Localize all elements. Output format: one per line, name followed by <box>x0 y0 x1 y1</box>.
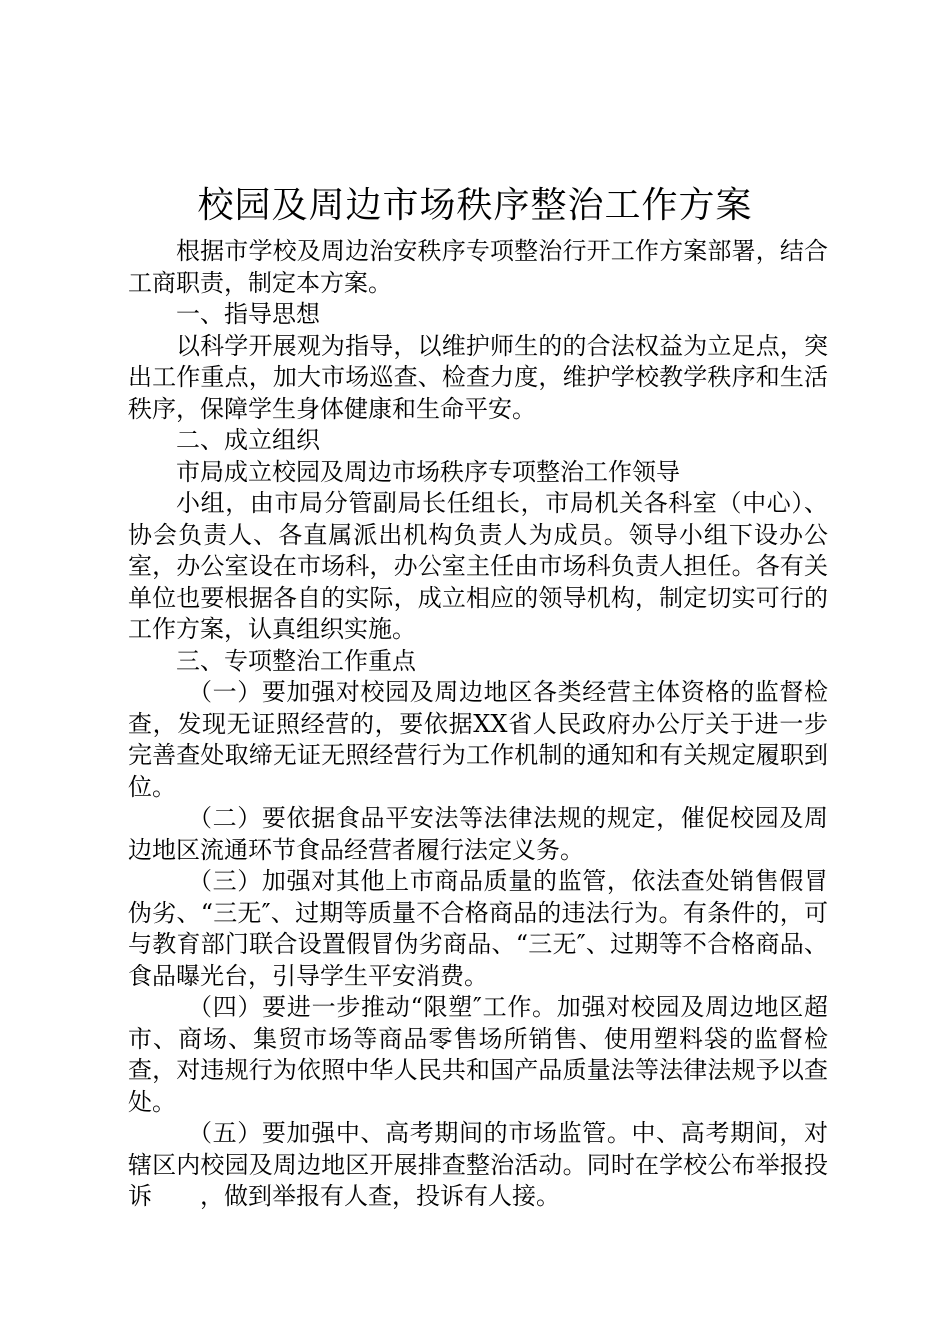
section-heading-key-tasks: 三、专项整治工作重点 <box>176 646 416 675</box>
paragraph-organization-lead: 市局成立校园及周边市场秩序专项整治工作领导 <box>176 457 680 486</box>
paragraph-task-4: （四）要进一步推动“限塑″工作。加强对校园及周边地区超市、商场、集贸市场等商品零售场所销售、使用塑料袋的监督检查，对违规行为依照中华人民共和国产品质量法等法律法规予以查处。 <box>128 993 828 1116</box>
paragraph-task-2: （二）要依据食品平安法等法律法规的规定，催促校园及周边地区流通环节食品经营者履行法定义务。 <box>128 804 828 864</box>
paragraph-task-1: （一）要加强对校园及周边地区各类经营主体资格的监督检查，发现无证照经营的，要依据XX省人民政府办公厅关于进一步完善查处取缔无证无照经营行为工作机制的通知和有关规定履职到位。 <box>128 678 828 801</box>
document-body <box>128 236 828 1213</box>
document-title: 校园及周边市场秩序整治工作方案 <box>197 185 753 226</box>
paragraph-task-3: （三）加强对其他上市商品质量的监管，依法查处销售假冒伪劣、“三无″、过期等质量不合格商品的违法行为。有条件的，可与教育部门联合设置假冒伪劣商品、“三无″、过期等不合格商品、食品曝光台，引导学生平安消费。 <box>128 867 828 990</box>
section-heading-organization: 二、成立组织 <box>176 426 320 454</box>
section-heading-guiding-thought: 一、指导思想 <box>176 300 320 328</box>
paragraph-guiding-thought: 以科学开展观为指导，以维护师生的的合法权益为立足点，突出工作重点，加大市场巡查、检查力度，维护学校教学秩序和生活秩序，保障学生身体健康和生命平安。 <box>128 331 828 423</box>
paragraph-task-5: （五）要加强中、高考期间的市场监管。中、高考期间，对辖区内校园及周边地区开展排查整治活动。同时在学校公布举报投诉 ，做到举报有人查，投诉有人接。 <box>128 1119 828 1210</box>
paragraph-organization: 小组，由市局分管副局长任组长，市局机关各科室（中心）、协会负责人、各直属派出机构负责人为成员。领导小组下设办公室，办公室设在市场科，办公室主任由市场科负责人担任。各有关单位也要根据各自的实际，成立相应的领导机构，制定切实可行的工作方案，认真组织实施。 <box>128 489 828 643</box>
paragraph-intro: 根据市学校及周边治安秩序专项整治行开工作方案部署，结合工商职责，制定本方案。 <box>128 237 828 297</box>
